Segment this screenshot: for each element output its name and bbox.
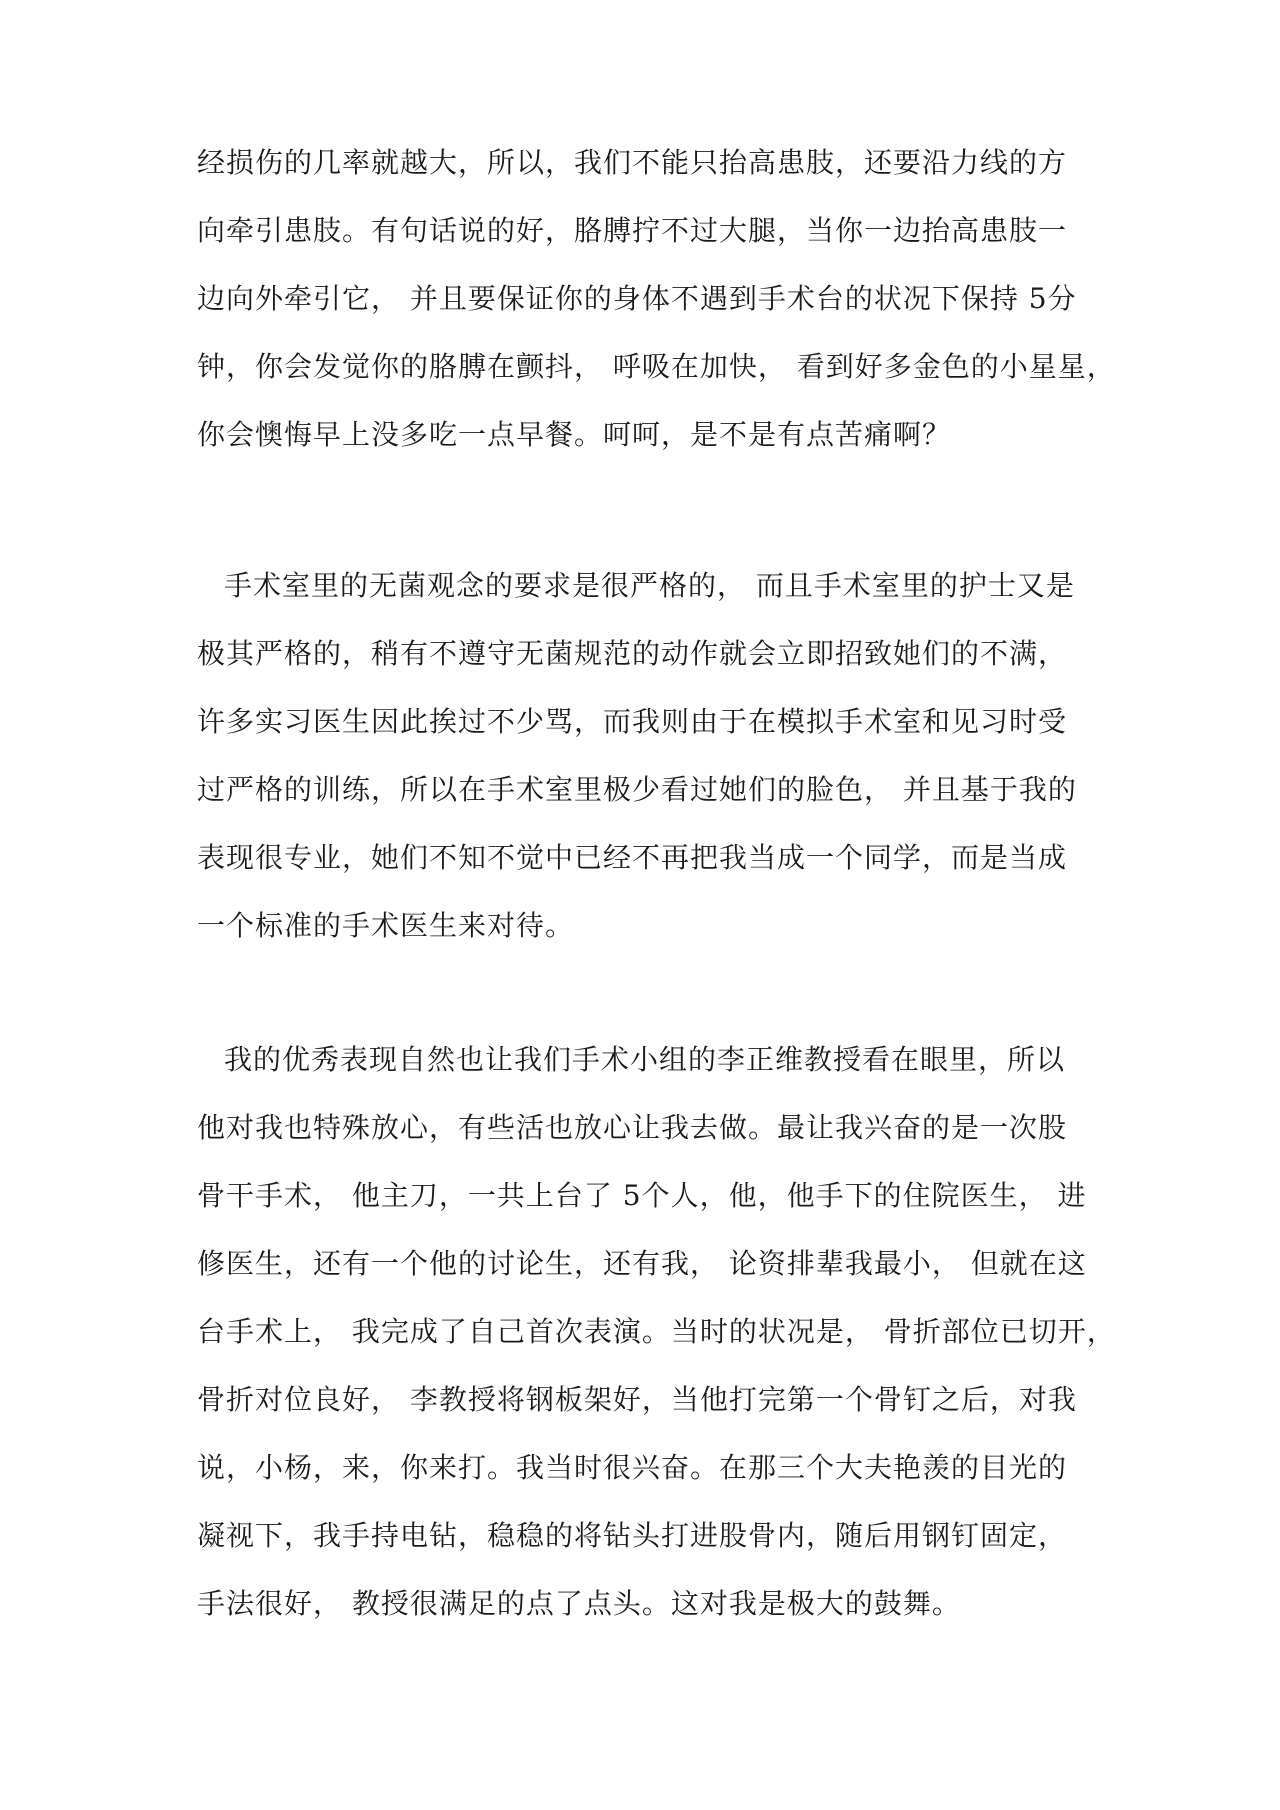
text-line: 向牵引患肢。有句话说的好，胳膊拧不过大腿，当你一边抬高患肢一 [197, 214, 1068, 247]
text-line: 台手术上， 我完成了自己首次表演。当时的状况是， 骨折部位已切开， [197, 1315, 1116, 1348]
text-line: 修医生，还有一个他的讨论生，还有我， 论资排辈我最小， 但就在这 [197, 1247, 1087, 1280]
text-line: 骨干手术， 他主刀，一共上台了 5个人，他，他手下的住院医生， 进 [197, 1179, 1087, 1212]
text-line: 说，小杨，来，你来打。我当时很兴奋。在那三个大夫艳羡的目光的 [197, 1451, 1068, 1484]
text-line: 手术室里的无菌观念的要求是很严格的， 而且手术室里的护士又是 [224, 569, 1075, 602]
text-line: 过严格的训练，所以在手术室里极少看过她们的脸色， 并且基于我的 [197, 773, 1077, 806]
text-line: 他对我也特殊放心，有些活也放心让我去做。最让我兴奋的是一次股 [197, 1111, 1068, 1144]
text-line: 凝视下，我手持电钻，稳稳的将钻头打进股骨内，随后用钢钉固定， [197, 1519, 1068, 1552]
text-line: 表现很专业，她们不知不觉中已经不再把我当成一个同学，而是当成 [197, 841, 1068, 874]
text-line: 你会懊悔早上没多吃一点早餐。呵呵，是不是有点苦痛啊？ [197, 418, 952, 451]
text-line: 我的优秀表现自然也让我们手术小组的李正维教授看在眼里，所以 [224, 1043, 1066, 1076]
text-line: 手法很好， 教授很满足的点了点头。这对我是极大的鼓舞。 [197, 1587, 961, 1620]
text-line: 经损伤的几率就越大，所以，我们不能只抬高患肢，还要沿力线的方 [197, 146, 1068, 179]
text-line: 边向外牵引它， 并且要保证你的身体不遇到手术台的状况下保持 5分 [197, 282, 1077, 315]
text-line: 钟，你会发觉你的胳膊在颤抖， 呼吸在加快， 看到好多金色的小星星， [197, 350, 1116, 383]
text-line: 许多实习医生因此挨过不少骂，而我则由于在模拟手术室和见习时受 [197, 705, 1068, 738]
text-line: 一个标准的手术医生来对待。 [197, 909, 575, 942]
text-line: 极其严格的，稍有不遵守无菌规范的动作就会立即招致她们的不满， [197, 637, 1068, 670]
text-line: 骨折对位良好， 李教授将钢板架好，当他打完第一个骨钉之后，对我 [197, 1383, 1077, 1416]
